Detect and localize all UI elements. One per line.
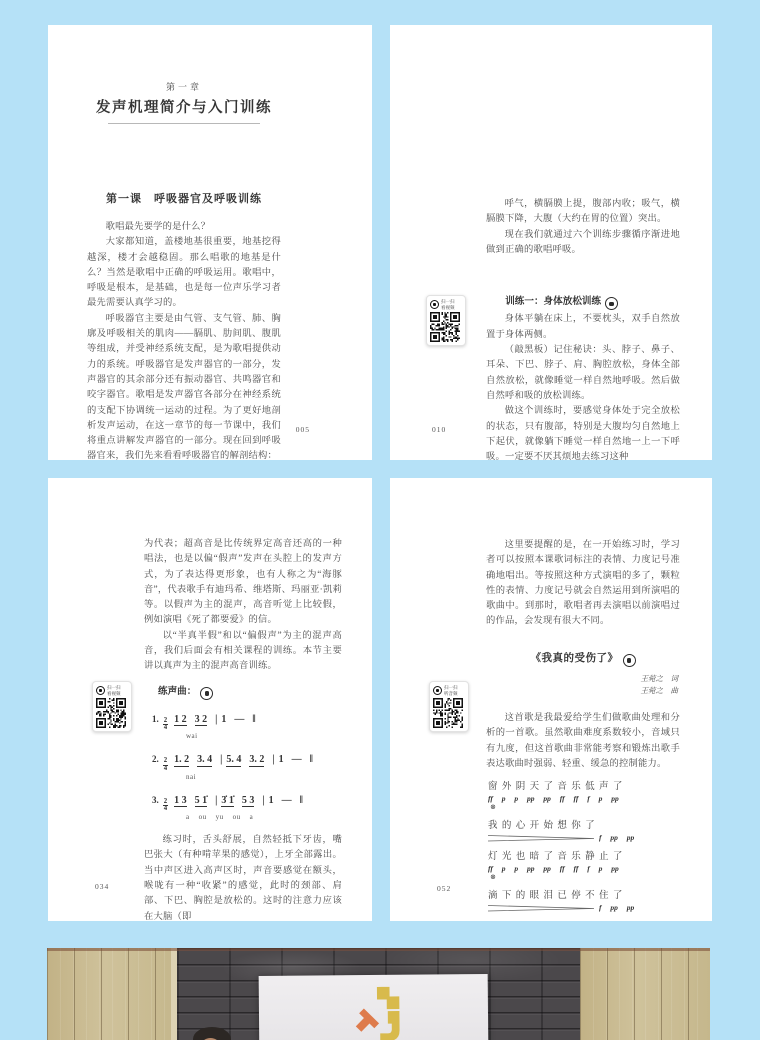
paragraph: 这里要提醒的是，在一开始练习时，学习者可以按照本课歌词标注的表情、力度记号准确地唱出。等按照这种方式演唱的多了，颗粒性的表情、力度记号就会自然运用到所演唱的歌曲中。到那时，歌唱者再去演唱以前演唱过的作品，会发现有很大不同。	[486, 540, 680, 627]
paragraph: 呼气，横膈膜上提，腹部内收；吸气，横膈膜下降，大腹（大约在胃的位置）突出。	[486, 199, 680, 225]
qr-code-block	[429, 681, 469, 732]
book-page-010	[390, 25, 712, 463]
paragraph: 为代表；超高音是比传统界定高音还高的一种唱法，也是以偏“假声”发声在头腔上的发声方式，为了表达得更形象，也有人称之为“海豚音”，代表歌手有迪玛希、维塔斯、玛丽亚·凯莉等。以假声为主的混声，高音听觉上比较假，例如演唱《死了都要爱》的信。	[144, 539, 342, 626]
vocalise-line: 2. 2 4 1. 2 3. 4 | 5. 4 3. 2 | 1 — ‖	[152, 754, 313, 772]
play-audio-icon	[623, 654, 636, 667]
body-text	[486, 197, 680, 258]
paragraph: 以“半真半假”和以“偏假声”为主的混声高音，我们后面会有相关课程的训练。本节主要讲以真声为主的混声高音训练。	[144, 630, 342, 672]
lyrics-with-dynamics	[488, 781, 680, 912]
circled-cross-mark: ⊗	[490, 803, 496, 812]
training-heading-label: 训练一：身体放松训练	[505, 296, 602, 308]
title-rule	[108, 123, 260, 124]
lyric-line: 我 的 心 开 始 想 你 了 f pp pp	[488, 821, 635, 843]
chapter-title: 发声机理简介与入门训练	[96, 100, 272, 116]
paragraph: 做这个训练时，要感觉身体处于完全放松的状态，只有腹部，特别是大腹均匀自然地上下起伏，就像躺下睡觉一样自然地一上一下呼吸。一定要不厌其烦地去练习这种	[486, 406, 680, 463]
crescendo-hairpin	[488, 904, 594, 912]
qr-code-block	[426, 295, 466, 346]
training-heading	[486, 294, 680, 310]
paragraph: 现在我们就通过六个训练步骤循序渐进地做到正确的歌唱呼吸。	[486, 229, 680, 255]
wood-panel-right	[580, 948, 710, 1040]
vocalise-syllables: a ou yu ou a	[186, 813, 254, 822]
paragraph: 这首歌是我最爱给学生们做歌曲处理和分析的一首歌。虽然歌曲难度系数较小，音域只有九度，但这首歌曲非常能考察和锻炼出歌手表达歌曲时强弱、轻重、缓急的控制能力。	[486, 713, 680, 769]
wood-panel-left	[47, 948, 177, 1040]
qr-code	[430, 312, 460, 342]
play-video-icon	[200, 687, 213, 700]
page-number: 010	[432, 425, 447, 434]
qr-label: 扫一扫 看视频	[441, 299, 455, 310]
scan-play-icon	[430, 300, 439, 309]
vocalise-exercises	[152, 714, 342, 821]
book-page-034	[48, 478, 372, 921]
body-text	[144, 537, 342, 675]
wood-panel-edge	[171, 948, 177, 1040]
paragraph: 歌唱最先要学的是什么？	[105, 222, 211, 232]
paragraph: 呼吸器官主要是由气管、支气管、肺、胸廓及呼吸相关的肌肉——膈肌、肋间肌、腹肌等组成，并受神经系统支配，是为歌唱提供动力的系统。呼吸器官是发声器官的一部分，发声器官的其余部分还有振动器官、共鸣器官和咬字器官。歌唱是发声器官各部分在神经系统的支配下协调统一运动的过程。为了更好地剖析发声运动，在这一章节的每一节课中，我们将重点讲解发声器官的一部分。现在回到呼吸器官来，我们先来看看呼吸器官的解剖结构：	[87, 313, 281, 462]
qr-code	[433, 698, 463, 728]
brand-logo	[351, 984, 414, 1040]
book-page-052	[390, 478, 712, 921]
whiteboard	[259, 974, 489, 1040]
vocalise-syllables: nai	[186, 772, 197, 781]
body-text	[486, 312, 680, 465]
qr-label: 扫一扫 看视频	[107, 685, 121, 696]
video-still-photo	[47, 948, 710, 1040]
page-number: 005	[295, 425, 310, 434]
qr-label: 扫一扫 听音频	[444, 685, 458, 696]
paragraph: 大家都知道，盖楼地基很重要，地基挖得越深，楼才会越稳固。那么唱歌的地基是什么？当然是歌唱中正确的呼吸运用。歌唱中，呼吸是根本，是基础，也是每一位声乐学习者最先需要认真学习的。	[87, 237, 281, 309]
body-text	[87, 220, 281, 465]
photo-top-edge	[47, 948, 710, 951]
scan-play-icon	[96, 686, 105, 695]
chapter-number: 第一章	[165, 82, 202, 92]
song-credits: 王菀之 词 王菀之 曲	[640, 674, 678, 696]
play-video-icon	[605, 297, 618, 310]
vocalise-heading	[158, 683, 342, 700]
paragraph: 身体平躺在床上，不要枕头，双手自然放置于身体两侧。	[486, 314, 680, 340]
page-number: 034	[95, 882, 110, 891]
paragraph: 练习时，舌头舒展，自然轻抵下牙齿，嘴巴张大（有种啃苹果的感觉），上牙全部露出。当中声区进入高声区时，声音要感觉在额头，喉咙有一种“收紧”的感觉，此时的颈部、肩部、下巴、胸腔是放松的。这时的注意力应该在大脑（即	[144, 835, 342, 922]
song-title: 《我真的受伤了》	[530, 652, 619, 664]
paragraph: （敲黑板）记住秘诀：头、脖子、鼻子、耳朵、下巴、脖子、肩、胸腔放松，身体全部自然放松，就像睡觉一样自然地呼吸。然后做自然呼和吸的放松训练。	[486, 345, 680, 401]
crescendo-hairpin	[488, 834, 594, 842]
vocalise-syllables: wai	[186, 732, 198, 741]
qr-code	[96, 698, 126, 728]
circled-cross-mark: ⊗	[490, 873, 496, 882]
book-page-005	[48, 25, 372, 460]
song-title-row	[486, 648, 680, 667]
vocalise-label: 练声曲：	[158, 685, 197, 697]
lyric-line: 窗 外 阴 天 了 音 乐 低 声 了 ff p p pp pp ff ff f p pp ⊗	[488, 781, 680, 811]
lyric-line: 滴 下 的 眼 泪 已 停 不 住 了 f pp pp	[488, 891, 635, 913]
page-number: 052	[437, 884, 452, 893]
lesson-title: 第一课 呼吸器官及呼吸训练	[106, 193, 262, 205]
scan-play-icon	[433, 686, 442, 695]
qr-code-block	[92, 681, 132, 732]
vocalise-line: 3. 2 4 1 3 5 1̇ | 3̇ 1̇ 5 3 | 1 — ‖	[152, 794, 303, 812]
lyric-line: 灯 光 也 暗 了 音 乐 静 止 了 ff p p pp pp ff ff f p pp ⊗	[488, 851, 680, 881]
vocalise-line: 1. 2 4 1 2 3 2 | 1 — ‖	[152, 713, 256, 732]
